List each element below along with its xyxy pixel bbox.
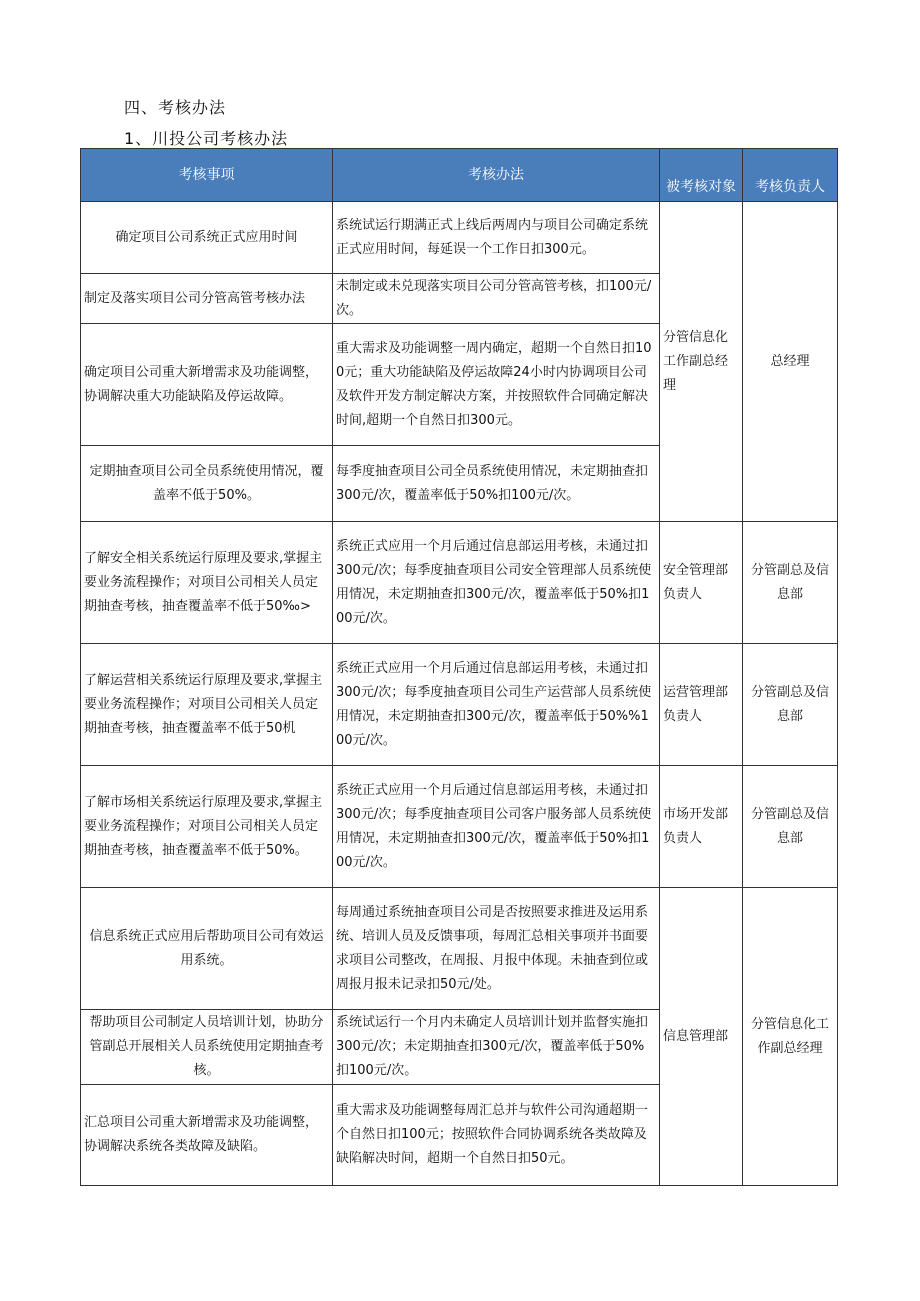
method-cell: 系统试运行期满正式上线后两周内与项目公司确定系统正式应用时间，每延误一个工作日扣300元。 xyxy=(333,202,660,274)
header-responsible: 考核负责人 xyxy=(743,149,838,202)
responsible-cell: 分管信息化工作副总经理 xyxy=(743,888,838,1186)
table-row xyxy=(81,766,838,888)
item-cell: 了解安全相关系统运行原理及要求,掌握主要业务流程操作；对项目公司相关人员定期抽查考核，抽查覆盖率不低于50‰> xyxy=(81,522,333,644)
item-cell: 信息系统正式应用后帮助项目公司有效运用系统。 xyxy=(81,888,333,1010)
item-cell: 汇总项目公司重大新增需求及功能调整，协调解决系统各类故障及缺陷。 xyxy=(81,1085,333,1186)
table-row xyxy=(81,644,838,766)
object-cell: 分管信息化工作副总经理 xyxy=(660,202,743,522)
responsible-cell: 分管副总及信息部 xyxy=(743,766,838,888)
object-cell: 运营管理部负责人 xyxy=(660,644,743,766)
object-cell: 市场开发部负责人 xyxy=(660,766,743,888)
header-object: 被考核对象 xyxy=(660,149,743,202)
method-cell: 重大需求及功能调整一周内确定，超期一个自然日扣100元；重大功能缺陷及停运故障24小时内协调项目公司及软件开发方制定解决方案，并按照软件合同确定解决时间,超期一个自然日扣300元。 xyxy=(333,324,660,446)
item-cell: 了解市场相关系统运行原理及要求,掌握主要业务流程操作；对项目公司相关人员定期抽查考核，抽查覆盖率不低于50%。 xyxy=(81,766,333,888)
item-cell: 定期抽查项目公司全员系统使用情况，覆盖率不低于50%。 xyxy=(81,446,333,522)
method-cell: 重大需求及功能调整每周汇总并与软件公司沟通超期一个自然日扣100元；按照软件合同协调系统各类故障及缺陷解决时间，超期一个自然日扣50元。 xyxy=(333,1085,660,1186)
method-cell: 系统正式应用一个月后通过信息部运用考核，未通过扣300元/次；每季度抽查项目公司客户服务部人员系统使用情况，未定期抽查扣300元/次，覆盖率低于50%扣100元/次。 xyxy=(333,766,660,888)
item-cell: 制定及落实项目公司分管高管考核办法 xyxy=(81,274,333,324)
object-cell: 信息管理部 xyxy=(660,888,743,1186)
method-cell: 系统正式应用一个月后通过信息部运用考核，未通过扣300元/次；每季度抽查项目公司生产运营部人员系统使用情况，未定期抽查扣300元/次，覆盖率低于50%%100元/次。 xyxy=(333,644,660,766)
assessment-table xyxy=(80,148,838,1186)
method-cell: 每季度抽查项目公司全员系统使用情况，未定期抽查扣300元/次，覆盖率低于50%扣100元/次。 xyxy=(333,446,660,522)
responsible-cell: 分管副总及信息部 xyxy=(743,522,838,644)
table-header-row xyxy=(81,149,838,202)
header-item: 考核事项 xyxy=(81,149,333,202)
responsible-cell: 分管副总及信息部 xyxy=(743,644,838,766)
item-cell: 确定项目公司重大新增需求及功能调整，协调解决重大功能缺陷及停运故障。 xyxy=(81,324,333,446)
table-row xyxy=(81,888,838,1010)
table-row xyxy=(81,522,838,644)
header-method: 考核办法 xyxy=(333,149,660,202)
method-cell: 每周通过系统抽查项目公司是否按照要求推进及运用系统、培训人员及反馈事项，每周汇总相关事项并书面要求项目公司整改，在周报、月报中体现。未抽查到位或周报月报未记录扣50元/处。 xyxy=(333,888,660,1010)
method-cell: 系统试运行一个月内未确定人员培训计划并监督实施扣300元/次；未定期抽查扣300元/次，覆盖率低于50%扣100元/次。 xyxy=(333,1010,660,1085)
method-cell: 未制定或未兑现落实项目公司分管高管考核，扣100元/次。 xyxy=(333,274,660,324)
responsible-cell: 总经理 xyxy=(743,202,838,522)
item-cell: 了解运营相关系统运行原理及要求,掌握主要业务流程操作；对项目公司相关人员定期抽查考核，抽查覆盖率不低于50机 xyxy=(81,644,333,766)
object-cell: 安全管理部负责人 xyxy=(660,522,743,644)
table-row xyxy=(81,202,838,274)
subsection-title: 1、川投公司考核办法 xyxy=(124,129,289,148)
section-title: 四、考核办法 xyxy=(124,98,227,117)
item-cell: 帮助项目公司制定人员培训计划，协助分管副总开展相关人员系统使用定期抽查考核。 xyxy=(81,1010,333,1085)
method-cell: 系统正式应用一个月后通过信息部运用考核，未通过扣300元/次；每季度抽查项目公司安全管理部人员系统使用情况，未定期抽查扣300元/次，覆盖率低于50%扣100元/次。 xyxy=(333,522,660,644)
item-cell: 确定项目公司系统正式应用时间 xyxy=(81,202,333,274)
